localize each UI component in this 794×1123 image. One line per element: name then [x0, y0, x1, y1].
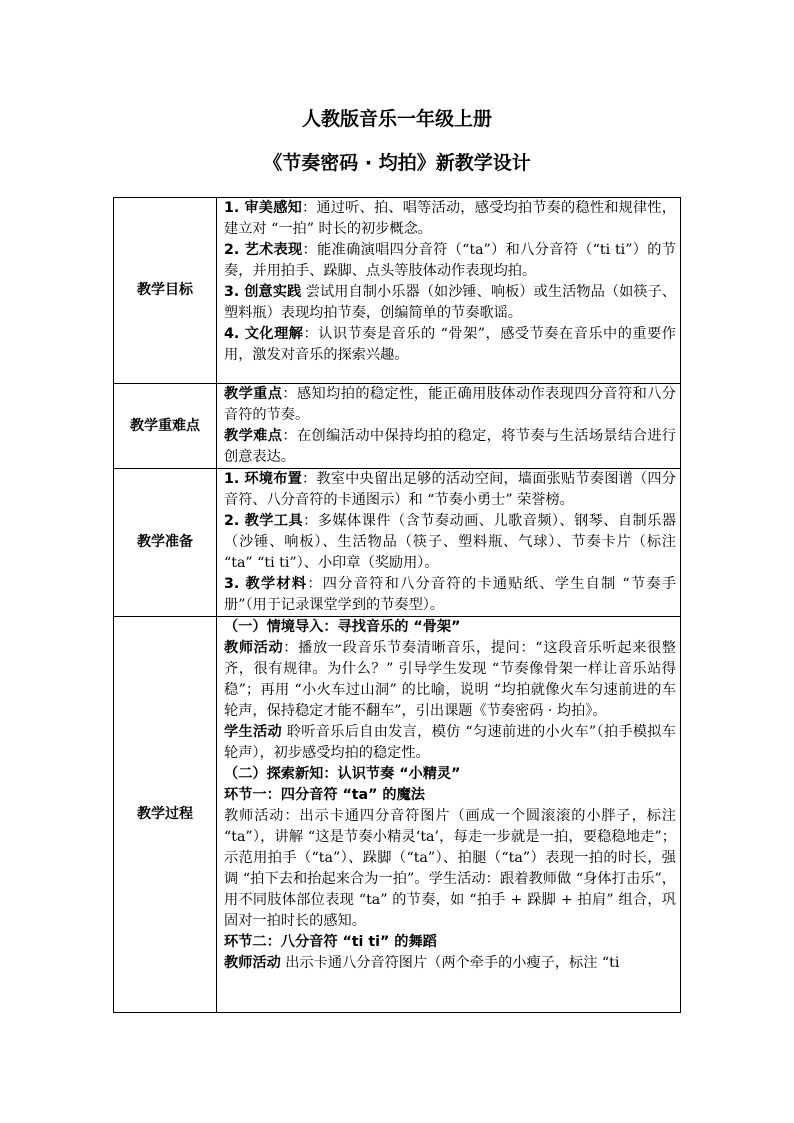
link-2-heading: 环节二：八分音符 “ti ti” 的舞蹈: [224, 934, 437, 950]
row-prep: [114, 469, 681, 617]
goal-3: [224, 282, 676, 324]
difficult-point-head: 教学难点: [224, 428, 283, 444]
row-content-key: [217, 384, 681, 469]
goal-1-text: ：通过听、拍、唱等活动，感受均拍节奏的稳性和规律性，建立对 “一拍” 时长的初步概念。: [224, 200, 676, 237]
link-1-heading: 环节一：四分音符 “ta” 的魔法: [224, 787, 425, 803]
goal-3-head: 3. 创意实践: [224, 284, 302, 300]
key-point: [224, 384, 676, 426]
goal-1: [224, 198, 676, 240]
prep-1: [224, 469, 676, 511]
goal-2-text: ：能准确演唱四分音符（“ta”）和八分音符（“ti ti”）的节奏，并用拍手、跺脚、点头等肢体动作表现均拍。: [224, 242, 676, 279]
prep-3: [224, 574, 676, 616]
section-1-heading: （一）情境导入：寻找音乐的 “骨架”: [224, 619, 461, 635]
lesson-plan-table: [113, 197, 681, 1013]
difficult-point: [224, 426, 676, 468]
prep-2-text: ：多媒体课件（含节奏动画、儿歌音频）、钢琴、自制乐器（沙锤、响板）、生活物品（筷子、塑料瓶、气球）、节奏卡片（标注 “ta” “ti ti”）、小印章（奖励用）。: [224, 513, 677, 571]
row-label-process: 教学过程: [114, 617, 217, 1013]
row-content-goals: [217, 198, 681, 384]
link-2-teacher-head: 教师活动: [224, 955, 281, 971]
row-content-process: [217, 617, 681, 1013]
goal-4: [224, 324, 676, 366]
key-point-text: ：感知均拍的稳定性，能正确用肢体动作表现四分音符和八分音符的节奏。: [224, 386, 676, 423]
section-2-heading: （二）探索新知：认识节奏 “小精灵”: [224, 766, 461, 782]
prep-3-text: ：四分音符和八分音符的卡通贴纸、学生自制 “节奏手册”（用于记录课堂学到的节奏型）。: [224, 576, 677, 613]
prep-1-text: ：教室中央留出足够的活动空间，墙面张贴节奏图谱（四分音符、八分音符的卡通图示）和 “节奏小勇士” 荣誉榜。: [224, 471, 676, 508]
section-1-student-head: 学生活动: [224, 724, 282, 740]
prep-1-head: 1. 环境布置: [224, 471, 302, 487]
key-point-head: 教学重点: [224, 386, 283, 402]
prep-2-head: 2. 教学工具: [224, 513, 304, 529]
row-label-goals: 教学目标: [114, 198, 217, 384]
goal-2: [224, 240, 676, 282]
prep-3-head: 3. 教学材料: [224, 576, 308, 592]
section-1-teacher: [224, 638, 676, 722]
row-key: [114, 384, 681, 469]
document-subtitle: 《节奏密码 · 均拍》新教学设计: [263, 152, 531, 174]
section-1-student-text: 聆听音乐后自由发言，模仿 “匀速前进的小火车”（拍手模拟车轮声），初步感受均拍的稳定性。: [224, 724, 676, 761]
row-content-prep: [217, 469, 681, 617]
section-1-teacher-text: ：播放一段音乐节奏清晰音乐，提问：“这段音乐听起来很整齐，很有规律。为什么？” 引导学生发现 “节奏像骨架一样让音乐站得稳”；再用 “小火车过山洞” 的比喻，说明 “均拍就像火车匀速前进的车轮声，保持稳定才能不翻车”，引出课题《节奏密码 · 均拍》。: [224, 640, 676, 719]
difficult-point-text: ：在创编活动中保持均拍的稳定，将节奏与生活场景结合进行创意表达。: [224, 428, 676, 465]
goal-3-text: 尝试用自制小乐器（如沙锤、响板）或生活物品（如筷子、塑料瓶）表现均拍节奏，创编简单的节奏歌谣。: [224, 284, 676, 321]
link-2-teacher: [224, 953, 676, 974]
row-process: [114, 617, 681, 1013]
section-1-teacher-head: 教师活动: [224, 640, 284, 656]
row-label-prep: 教学准备: [114, 469, 217, 617]
row-goals: [114, 198, 681, 384]
goal-2-head: 2. 艺术表现: [224, 242, 303, 258]
goal-1-head: 1. 审美感知: [224, 200, 302, 216]
link-1-text: 教师活动：出示卡通四分音符图片（画成一个圆滚滚的小胖子，标注 “ta”），讲解 “这是节奏小精灵‘ta’，每走一步就是一拍，要稳稳地走”；示范用拍手（“ta”）、跺脚（“ta”）、拍腿（“ta”）表现一拍的时长，强调 “拍下去和抬起来合为一拍”。学生活动：跟着教师做 “身体打击乐”，用不同肢体部位表现 “ta” 的节奏，如 “拍手 + 跺脚 + 拍肩” 组合，巩固对一拍时长的感知。: [224, 808, 676, 929]
prep-2: [224, 511, 676, 574]
goal-4-head: 4. 文化理解: [224, 326, 304, 342]
row-label-key: 教学重难点: [114, 384, 217, 469]
section-1-student: [224, 722, 676, 764]
goal-4-text: ：认识节奏是音乐的 “骨架”，感受节奏在音乐中的重要作用，激发对音乐的探索兴趣。: [224, 326, 676, 363]
document-title: 人教版音乐一年级上册: [301, 108, 492, 130]
link-2-teacher-text: 出示卡通八分音符图片（两个牵手的小瘦子，标注 “ti: [280, 955, 620, 971]
